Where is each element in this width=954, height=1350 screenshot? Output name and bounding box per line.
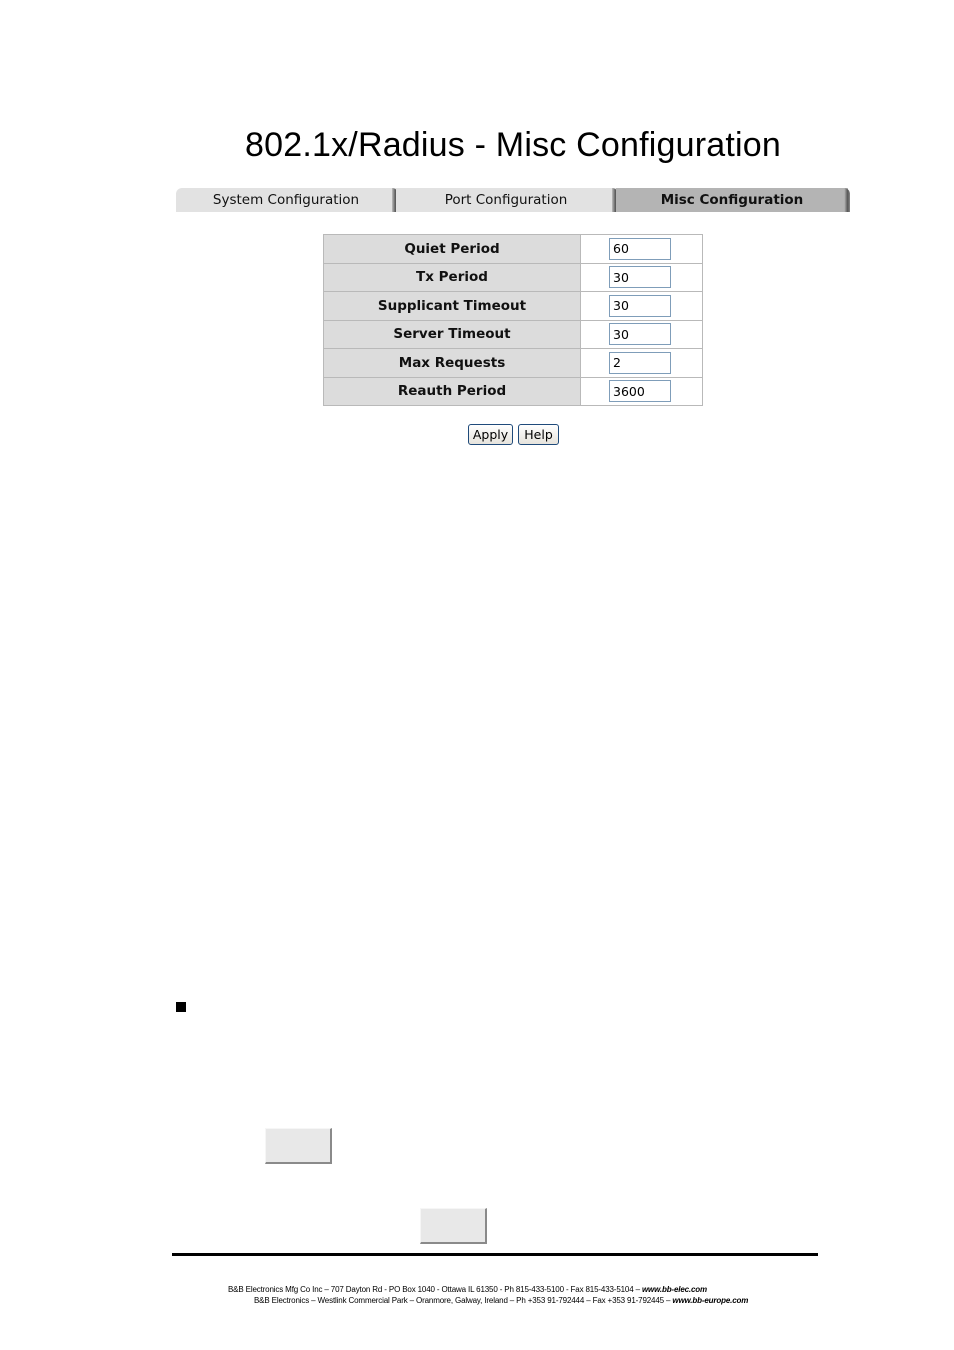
tab-bar: [176, 188, 848, 212]
footer-us-text: B&B Electronics Mfg Co Inc – 707 Dayton Rd - PO Box 1040 - Ottawa IL 61350 - Ph 815-433-5100 - Fax 815-433-5104 –: [228, 1285, 642, 1294]
apply-button[interactable]: Apply: [468, 424, 513, 445]
help-button[interactable]: Help: [518, 424, 559, 445]
value-cell: [581, 349, 703, 378]
tx-period-label: Tx Period: [324, 263, 581, 292]
footer-europe-link[interactable]: www.bb-europe.com: [672, 1296, 749, 1305]
tab-label: Port Configuration: [444, 192, 568, 208]
table-row: [324, 320, 703, 349]
footer-us-link[interactable]: www.bb-elec.com: [641, 1285, 707, 1294]
tx-period-input[interactable]: [609, 266, 671, 288]
blank-button-placeholder: [265, 1128, 332, 1164]
blank-button-placeholder: [420, 1208, 487, 1244]
reauth-period-input[interactable]: [609, 380, 671, 402]
footer-divider: [172, 1253, 818, 1256]
tab-divider: [844, 188, 850, 212]
quiet-period-label: Quiet Period: [324, 235, 581, 264]
table-row: [324, 349, 703, 378]
tab-system-configuration[interactable]: [176, 188, 396, 212]
page-title: 802.1x/Radius - Misc Configuration: [245, 126, 781, 164]
value-cell: [581, 235, 703, 264]
table-row: [324, 263, 703, 292]
server-timeout-label: Server Timeout: [324, 320, 581, 349]
supplicant-timeout-label: Supplicant Timeout: [324, 292, 581, 321]
max-requests-input[interactable]: [609, 352, 671, 374]
table-row: [324, 235, 703, 264]
tab-label: Misc Configuration: [660, 192, 804, 208]
quiet-period-input[interactable]: [609, 238, 671, 260]
value-cell: [581, 377, 703, 406]
tab-port-configuration[interactable]: [396, 188, 616, 212]
value-cell: [581, 320, 703, 349]
value-cell: [581, 292, 703, 321]
table-row: [324, 377, 703, 406]
value-cell: [581, 263, 703, 292]
max-requests-label: Max Requests: [324, 349, 581, 378]
footer-address-europe: [254, 1296, 748, 1305]
reauth-period-label: Reauth Period: [324, 377, 581, 406]
tab-misc-configuration[interactable]: [616, 188, 848, 212]
footer-europe-text: B&B Electronics – Westlink Commercial Park – Oranmore, Galway, Ireland – Ph +353 91-792444 – Fax +353 91-792445 –: [254, 1296, 673, 1305]
misc-config-table: [323, 234, 703, 406]
footer-address-us: [228, 1285, 707, 1294]
bullet-square-icon: [176, 1002, 186, 1012]
supplicant-timeout-input[interactable]: [609, 295, 671, 317]
tab-label: System Configuration: [212, 192, 360, 208]
table-row: [324, 292, 703, 321]
server-timeout-input[interactable]: [609, 323, 671, 345]
